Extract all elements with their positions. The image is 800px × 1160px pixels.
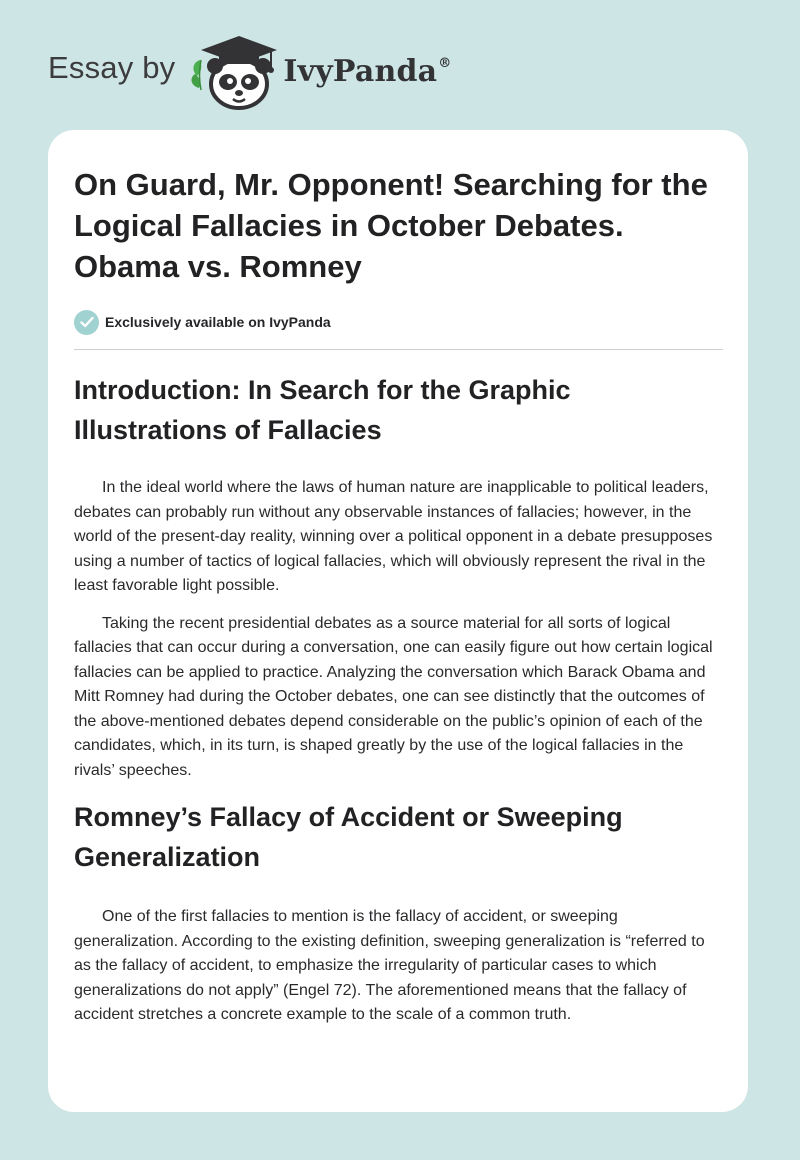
article-title: On Guard, Mr. Opponent! Searching for the Logical Fallacies in October Debates. Obama vs. Romney	[74, 167, 708, 284]
section-heading-introduction: Introduction: In Search for the Graphic Illustrations of Fallacies	[74, 375, 571, 445]
exclusive-badge	[74, 309, 722, 335]
exclusive-badge-text: Exclusively available on IvyPanda	[105, 314, 331, 330]
section-heading-romney-fallacy: Romney’s Fallacy of Accident or Sweeping Generalization	[74, 802, 623, 872]
essay-by-label: Essay by	[48, 50, 176, 85]
paragraph: Taking the recent presidential debates as a source material for all sorts of logical fallacies that can occur during a conversation, one can easily figure out how certain logical fallacies can be applied to practice. Analyzing the conversation which Barack Obama and Mitt Romney had during the October debates, one can see distinctly that the outcomes of the above-mentioned debates depend considerable on the public’s opinion of each of the candidates, which, in its turn, is shaped greatly by the use of the logical fallacies in the rivals’ speeches.	[74, 614, 713, 779]
registered-mark: ®	[438, 55, 452, 71]
divider	[74, 349, 723, 350]
paragraph: In the ideal world where the laws of human nature are inapplicable to political leaders, debates can probably run without any observable instances of fallacies; however, in the world of the present-day reality, winning over a political opponent in a debate presupposes using a number of tactics of logical fallacies, which will obviously represent the rival in the least favorable light possible.	[74, 479, 713, 594]
article-card	[48, 130, 748, 1112]
panda-graduation-cap-icon[interactable]	[189, 30, 279, 114]
site-header	[48, 30, 452, 114]
checkmark-icon	[74, 310, 99, 335]
paragraph: One of the first fallacies to mention is the fallacy of accident, or sweeping generalization. According to the existing definition, sweeping generalization is “referred to as the fallacy of accident, to emphasize the irregularity of particular cases to which generalizations do not apply” (Engel 72). The aforementioned means that the fallacy of accident stretches a concrete example to the scale of a common truth.	[74, 908, 705, 1023]
brand-name[interactable]: IvyPanda®	[283, 53, 452, 89]
